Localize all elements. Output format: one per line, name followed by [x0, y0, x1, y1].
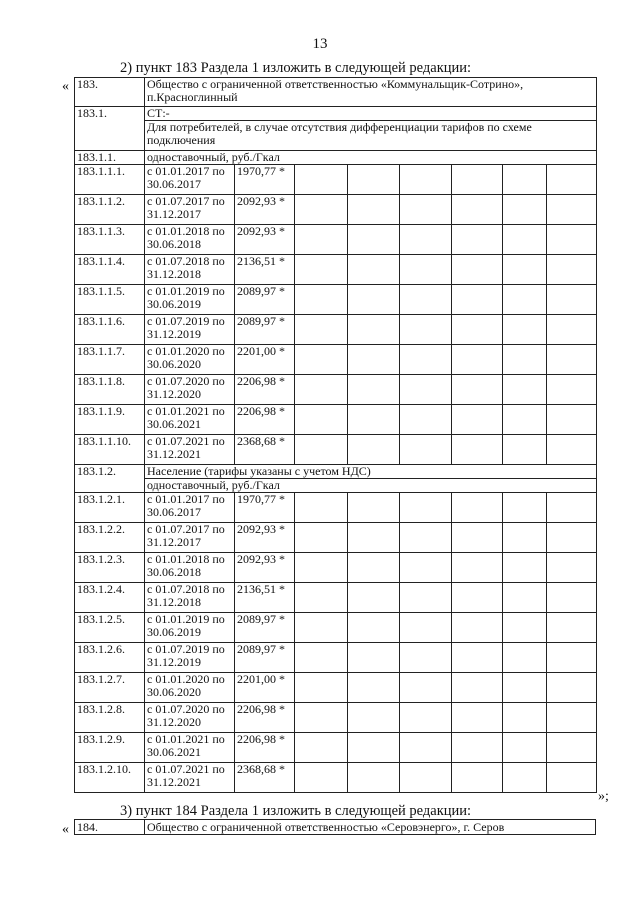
- row-number: 183.1.2.3.: [75, 553, 145, 583]
- empty-cell: [547, 255, 597, 285]
- empty-cell: [547, 195, 597, 225]
- period: с 01.01.2021 по 30.06.2021: [145, 405, 235, 435]
- empty-cell: [295, 643, 348, 673]
- tariff-row: [75, 435, 597, 465]
- empty-cell: [400, 285, 452, 315]
- row-number: 183.1.1.3.: [75, 225, 145, 255]
- tariff-value: 2089,97 *: [235, 613, 295, 643]
- period: с 01.01.2019 по 30.06.2019: [145, 613, 235, 643]
- empty-cell: [452, 523, 503, 553]
- period: с 01.01.2021 по 30.06.2021: [145, 733, 235, 763]
- empty-cell: [348, 315, 400, 345]
- period: с 01.07.2019 по 31.12.2019: [145, 643, 235, 673]
- empty-cell: [547, 405, 597, 435]
- empty-cell: [547, 375, 597, 405]
- empty-cell: [452, 703, 503, 733]
- row-number: 183.1.2.: [75, 465, 145, 493]
- tariff-value: 2089,97 *: [235, 285, 295, 315]
- section-label: СТ:-: [145, 107, 597, 121]
- tariff-row: [75, 225, 597, 255]
- empty-cell: [348, 345, 400, 375]
- tariff-value: 2092,93 *: [235, 523, 295, 553]
- empty-cell: [295, 613, 348, 643]
- empty-cell: [295, 493, 348, 523]
- row-number: 183.1.1.4.: [75, 255, 145, 285]
- empty-cell: [348, 553, 400, 583]
- row-number: 183.1.2.10.: [75, 763, 145, 793]
- empty-cell: [400, 613, 452, 643]
- period: с 01.07.2017 по 31.12.2017: [145, 523, 235, 553]
- empty-cell: [400, 703, 452, 733]
- tariff-row: [75, 583, 597, 613]
- period: с 01.01.2019 по 30.06.2019: [145, 285, 235, 315]
- row-number: 183.1.2.2.: [75, 523, 145, 553]
- tariff-row: [75, 405, 597, 435]
- tariff-value: 2092,93 *: [235, 225, 295, 255]
- empty-cell: [503, 703, 547, 733]
- tariff-value: 2136,51 *: [235, 583, 295, 613]
- empty-cell: [295, 195, 348, 225]
- period: с 01.07.2021 по 31.12.2021: [145, 763, 235, 793]
- row-number: 183.1.: [75, 107, 145, 151]
- section-row-183-1: [75, 107, 597, 121]
- empty-cell: [348, 703, 400, 733]
- empty-cell: [295, 405, 348, 435]
- period: с 01.01.2017 по 30.06.2017: [145, 493, 235, 523]
- empty-cell: [295, 435, 348, 465]
- row-number: 183.1.1.5.: [75, 285, 145, 315]
- row-number: 184.: [75, 820, 145, 835]
- empty-cell: [348, 493, 400, 523]
- empty-cell: [400, 643, 452, 673]
- tariff-row: [75, 255, 597, 285]
- period: с 01.07.2018 по 31.12.2018: [145, 583, 235, 613]
- empty-cell: [452, 315, 503, 345]
- row-number: 183.1.1.: [75, 151, 145, 165]
- empty-cell: [452, 195, 503, 225]
- org-table-184: [74, 819, 596, 835]
- empty-cell: [295, 225, 348, 255]
- empty-cell: [503, 643, 547, 673]
- tariff-value: 2368,68 *: [235, 435, 295, 465]
- empty-cell: [400, 583, 452, 613]
- close-quote: »;: [598, 789, 609, 804]
- empty-cell: [400, 763, 452, 793]
- tariff-value: 1970,77 *: [235, 493, 295, 523]
- period: с 01.01.2020 по 30.06.2020: [145, 673, 235, 703]
- empty-cell: [348, 255, 400, 285]
- empty-cell: [452, 583, 503, 613]
- empty-cell: [503, 315, 547, 345]
- row-number: 183.1.1.7.: [75, 345, 145, 375]
- row-number: 183.1.1.8.: [75, 375, 145, 405]
- empty-cell: [452, 435, 503, 465]
- tariff-value: 2089,97 *: [235, 643, 295, 673]
- empty-cell: [452, 673, 503, 703]
- tariff-row: [75, 703, 597, 733]
- tariff-row: [75, 613, 597, 643]
- empty-cell: [295, 553, 348, 583]
- empty-cell: [452, 255, 503, 285]
- period: с 01.07.2020 по 31.12.2020: [145, 703, 235, 733]
- tariff-row: [75, 285, 597, 315]
- empty-cell: [503, 195, 547, 225]
- empty-cell: [400, 225, 452, 255]
- empty-cell: [547, 315, 597, 345]
- empty-cell: [547, 523, 597, 553]
- empty-cell: [503, 613, 547, 643]
- empty-cell: [503, 285, 547, 315]
- empty-cell: [400, 493, 452, 523]
- tariff-value: 2136,51 *: [235, 255, 295, 285]
- empty-cell: [348, 165, 400, 195]
- tariff-value: 2206,98 *: [235, 733, 295, 763]
- empty-cell: [295, 165, 348, 195]
- tariff-row: [75, 553, 597, 583]
- row-number: 183.1.2.7.: [75, 673, 145, 703]
- empty-cell: [503, 225, 547, 255]
- period: с 01.07.2019 по 31.12.2019: [145, 315, 235, 345]
- empty-cell: [348, 673, 400, 703]
- empty-cell: [348, 583, 400, 613]
- empty-cell: [400, 345, 452, 375]
- tariff-value: 2206,98 *: [235, 375, 295, 405]
- heading-item-183: 2) пункт 183 Раздела 1 изложить в следующей редакции:: [120, 60, 472, 76]
- tariff-value: 1970,77 *: [235, 165, 295, 195]
- period: с 01.07.2020 по 31.12.2020: [145, 375, 235, 405]
- empty-cell: [452, 405, 503, 435]
- row-number: 183.1.2.4.: [75, 583, 145, 613]
- empty-cell: [452, 165, 503, 195]
- empty-cell: [295, 345, 348, 375]
- empty-cell: [547, 553, 597, 583]
- empty-cell: [452, 493, 503, 523]
- empty-cell: [503, 583, 547, 613]
- empty-cell: [400, 733, 452, 763]
- empty-cell: [295, 255, 348, 285]
- tariff-value: 2092,93 *: [235, 195, 295, 225]
- empty-cell: [452, 345, 503, 375]
- org-name: Общество с ограниченной ответственностью «Коммунальщик-Сотрино», п.Красноглинный: [145, 78, 597, 107]
- period: с 01.07.2021 по 31.12.2021: [145, 435, 235, 465]
- section-label: Население (тарифы указаны с учетом НДС): [145, 465, 597, 479]
- empty-cell: [348, 613, 400, 643]
- empty-cell: [503, 523, 547, 553]
- period: с 01.01.2017 по 30.06.2017: [145, 165, 235, 195]
- empty-cell: [547, 763, 597, 793]
- row-number: 183.1.2.8.: [75, 703, 145, 733]
- empty-cell: [400, 435, 452, 465]
- tariff-row: [75, 673, 597, 703]
- row-number: 183.1.1.1.: [75, 165, 145, 195]
- tariff-row: [75, 763, 597, 793]
- empty-cell: [348, 225, 400, 255]
- empty-cell: [400, 165, 452, 195]
- empty-cell: [503, 375, 547, 405]
- empty-cell: [400, 553, 452, 583]
- empty-cell: [547, 435, 597, 465]
- empty-cell: [503, 165, 547, 195]
- empty-cell: [503, 493, 547, 523]
- rate-label: одноставочный, руб./Гкал: [145, 479, 597, 493]
- tariff-value: 2092,93 *: [235, 553, 295, 583]
- empty-cell: [547, 583, 597, 613]
- row-number: 183.1.2.9.: [75, 733, 145, 763]
- empty-cell: [503, 673, 547, 703]
- empty-cell: [547, 703, 597, 733]
- empty-cell: [400, 375, 452, 405]
- tariff-value: 2089,97 *: [235, 315, 295, 345]
- period: с 01.01.2020 по 30.06.2020: [145, 345, 235, 375]
- empty-cell: [348, 375, 400, 405]
- tariff-row: [75, 493, 597, 523]
- empty-cell: [452, 613, 503, 643]
- page-number: 13: [312, 36, 328, 52]
- empty-cell: [348, 285, 400, 315]
- empty-cell: [348, 733, 400, 763]
- tariff-row: [75, 165, 597, 195]
- period: с 01.07.2018 по 31.12.2018: [145, 255, 235, 285]
- empty-cell: [452, 733, 503, 763]
- empty-cell: [400, 405, 452, 435]
- empty-cell: [348, 435, 400, 465]
- empty-cell: [400, 255, 452, 285]
- heading-item-184: 3) пункт 184 Раздела 1 изложить в следующей редакции:: [120, 803, 472, 819]
- empty-cell: [348, 763, 400, 793]
- empty-cell: [295, 673, 348, 703]
- row-number: 183.1.2.1.: [75, 493, 145, 523]
- empty-cell: [547, 225, 597, 255]
- tariff-row: [75, 345, 597, 375]
- tariff-row: [75, 195, 597, 225]
- period: с 01.01.2018 по 30.06.2018: [145, 553, 235, 583]
- row-number: 183.: [75, 78, 145, 107]
- section-description-row: [75, 121, 597, 151]
- period: с 01.01.2018 по 30.06.2018: [145, 225, 235, 255]
- tariff-row: [75, 315, 597, 345]
- empty-cell: [452, 285, 503, 315]
- empty-cell: [452, 553, 503, 583]
- empty-cell: [295, 583, 348, 613]
- empty-cell: [547, 285, 597, 315]
- tariff-value: 2368,68 *: [235, 763, 295, 793]
- row-number: 183.1.1.9.: [75, 405, 145, 435]
- empty-cell: [295, 315, 348, 345]
- empty-cell: [503, 435, 547, 465]
- empty-cell: [547, 345, 597, 375]
- empty-cell: [547, 493, 597, 523]
- empty-cell: [295, 703, 348, 733]
- empty-cell: [503, 733, 547, 763]
- empty-cell: [503, 553, 547, 583]
- empty-cell: [348, 405, 400, 435]
- open-quote-184: «: [62, 822, 69, 837]
- empty-cell: [503, 763, 547, 793]
- row-number: 183.1.1.10.: [75, 435, 145, 465]
- empty-cell: [547, 643, 597, 673]
- empty-cell: [295, 285, 348, 315]
- empty-cell: [295, 763, 348, 793]
- tariff-value: 2201,00 *: [235, 345, 295, 375]
- tariff-row: [75, 523, 597, 553]
- empty-cell: [452, 763, 503, 793]
- row-number: 183.1.1.6.: [75, 315, 145, 345]
- empty-cell: [400, 523, 452, 553]
- empty-cell: [400, 315, 452, 345]
- empty-cell: [452, 643, 503, 673]
- open-quote: «: [62, 79, 69, 94]
- section-row-183-1-2: [75, 465, 597, 479]
- tariff-table-183: [74, 77, 597, 793]
- tariff-value: 2206,98 *: [235, 703, 295, 733]
- tariff-row: [75, 643, 597, 673]
- empty-cell: [547, 613, 597, 643]
- empty-cell: [547, 733, 597, 763]
- rate-label: одноставочный, руб./Гкал: [145, 151, 597, 165]
- tariff-value: 2206,98 *: [235, 405, 295, 435]
- empty-cell: [452, 225, 503, 255]
- period: с 01.07.2017 по 31.12.2017: [145, 195, 235, 225]
- empty-cell: [295, 375, 348, 405]
- row-number: 183.1.2.6.: [75, 643, 145, 673]
- empty-cell: [547, 165, 597, 195]
- rate-row-183-1-2: [75, 479, 597, 493]
- tariff-value: 2201,00 *: [235, 673, 295, 703]
- empty-cell: [400, 195, 452, 225]
- rate-row-183-1-1: [75, 151, 597, 165]
- row-number: 183.1.2.5.: [75, 613, 145, 643]
- org-row-183: [75, 78, 597, 107]
- row-number: 183.1.1.2.: [75, 195, 145, 225]
- empty-cell: [503, 345, 547, 375]
- empty-cell: [348, 523, 400, 553]
- empty-cell: [452, 375, 503, 405]
- empty-cell: [547, 673, 597, 703]
- empty-cell: [503, 405, 547, 435]
- empty-cell: [295, 523, 348, 553]
- empty-cell: [295, 733, 348, 763]
- section-description: Для потребителей, в случае отсутствия дифференциации тарифов по схеме подключения: [145, 121, 597, 151]
- empty-cell: [348, 195, 400, 225]
- empty-cell: [503, 255, 547, 285]
- empty-cell: [400, 673, 452, 703]
- org-name: Общество с ограниченной ответственностью «Серовэнерго», г. Серов: [145, 820, 596, 835]
- tariff-row: [75, 733, 597, 763]
- empty-cell: [348, 643, 400, 673]
- tariff-row: [75, 375, 597, 405]
- org-row-184: [75, 820, 596, 835]
